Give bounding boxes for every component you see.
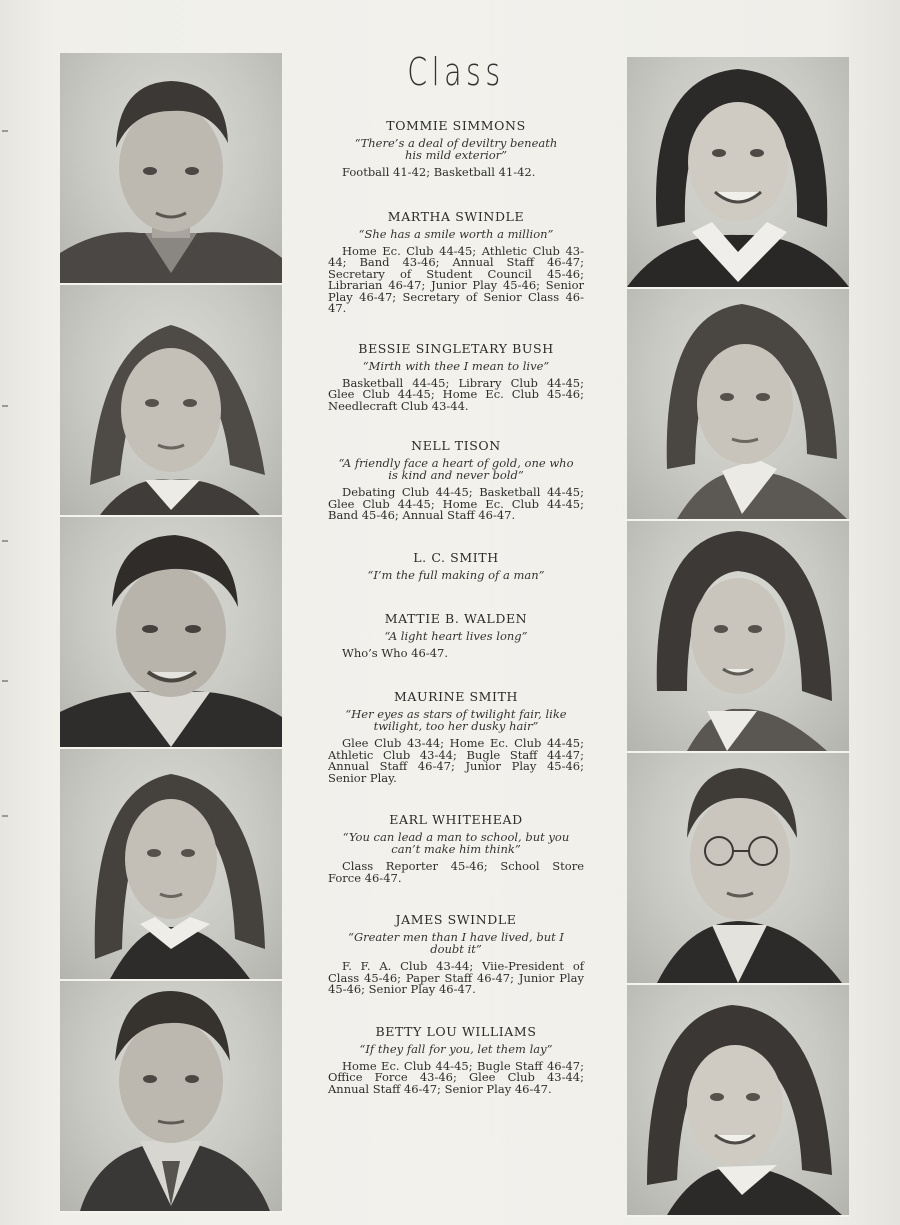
portrait-photo-male <box>60 981 282 1213</box>
student-entry <box>328 118 584 179</box>
student-name: L. C. SMITH <box>413 549 499 565</box>
portrait-photo-male-glasses <box>627 753 849 985</box>
student-activities: Who’s Who 46-47. <box>342 645 448 660</box>
binding-mark <box>2 130 8 132</box>
student-entry <box>328 912 584 996</box>
class-text-column <box>328 50 584 1095</box>
student-entry <box>328 611 584 660</box>
student-entry <box>328 1024 584 1096</box>
portrait-photo-female <box>627 985 849 1217</box>
student-entry <box>328 812 584 884</box>
page-title: Class <box>407 50 505 94</box>
student-activities: Basketball 44-45; Library Club 44-45; Glee Club 44-45; Home Ec. Club 45-46; Needlecraft Club 43-44. <box>328 375 584 413</box>
student-activities: Debating Club 44-45; Basketball 44-45; Glee Club 44-45; Home Ec. Club 44-45; Band 45-46; Annual Staff 46-47. <box>328 485 584 522</box>
student-name: JAMES SWINDLE <box>395 912 517 927</box>
portrait-photo-female <box>627 289 849 521</box>
student-quote: “You can lead a man to school, but you can’t make him think” <box>342 830 570 856</box>
student-name: MARTHA SWINDLE <box>387 208 525 224</box>
student-activities: Class Reporter 45-46; School Store Force 46-47. <box>328 859 584 885</box>
right-photo-column <box>627 57 849 1217</box>
student-quote: “A light heart lives long” <box>384 628 528 643</box>
student-entry <box>328 550 584 581</box>
student-quote: “I’m the full making of a man” <box>367 567 545 582</box>
binding-mark <box>2 680 8 682</box>
student-quote: “Her eyes as stars of twilight fair, like twilight, too her dusky hair” <box>345 707 567 733</box>
binding-mark <box>2 540 8 542</box>
student-name: EARL WHITEHEAD <box>389 812 523 827</box>
student-name: NELL TISON <box>411 438 501 453</box>
student-quote: “Greater men than I have lived, but I doubt it” <box>348 930 564 956</box>
left-photo-column <box>60 53 282 1213</box>
student-entry <box>328 209 584 315</box>
student-activities: Home Ec. Club 44-45; Bugle Staff 46-47; Office Force 43-46; Glee Club 43-44; Annual Staff 46-47; Senior Play 46-47. <box>328 1058 584 1096</box>
student-quote: “She has a smile worth a million” <box>358 226 554 241</box>
portrait-photo-female <box>627 521 849 753</box>
student-quote: “A friendly face a heart of gold, one who is kind and never bold” <box>338 456 574 482</box>
student-activities: Home Ec. Club 44-45; Athletic Club 43-44; Band 43-46; Annual Staff 46-47; Secretary of Student Council 45-46; Librarian 46-47; Junior Play 45-46; Senior Play 46-47; Secretary of Senior Class 46-47. <box>328 243 584 315</box>
binding-mark <box>2 405 8 407</box>
student-name: BETTY LOU WILLIAMS <box>375 1023 537 1039</box>
student-entry <box>328 689 584 784</box>
student-activities: F. F. A. Club 43-44; Viie-President of Class 45-46; Paper Staff 46-47; Junior Play 45-46; Senior Play 46-47. <box>328 959 584 996</box>
student-activities: Glee Club 43-44; Home Ec. Club 44-45; Athletic Club 43-44; Bugle Staff 44-47; Annual Staff 46-47; Junior Play 45-46; Senior Play. <box>328 736 584 785</box>
student-name: BESSIE SINGLETARY BUSH <box>358 340 554 356</box>
binding-mark <box>2 815 8 817</box>
student-entry <box>328 341 584 413</box>
student-quote: “If they fall for you, let them lay” <box>359 1041 553 1056</box>
portrait-photo-female <box>627 57 849 289</box>
student-quote: “There’s a deal of deviltry beneath his mild exterior” <box>354 136 558 162</box>
portrait-photo-female <box>60 749 282 981</box>
student-entry <box>328 438 584 522</box>
portrait-photo-male <box>60 53 282 285</box>
student-quote: “Mirth with thee I mean to live” <box>362 358 550 373</box>
portrait-photo-male <box>60 517 282 749</box>
student-name: MAURINE SMITH <box>393 689 519 704</box>
student-name: MATTIE B. WALDEN <box>384 610 528 626</box>
student-name: TOMMIE SIMMONS <box>386 118 526 133</box>
student-activities: Football 41-42; Basketball 41-42. <box>342 165 536 179</box>
portrait-photo-female <box>60 285 282 517</box>
